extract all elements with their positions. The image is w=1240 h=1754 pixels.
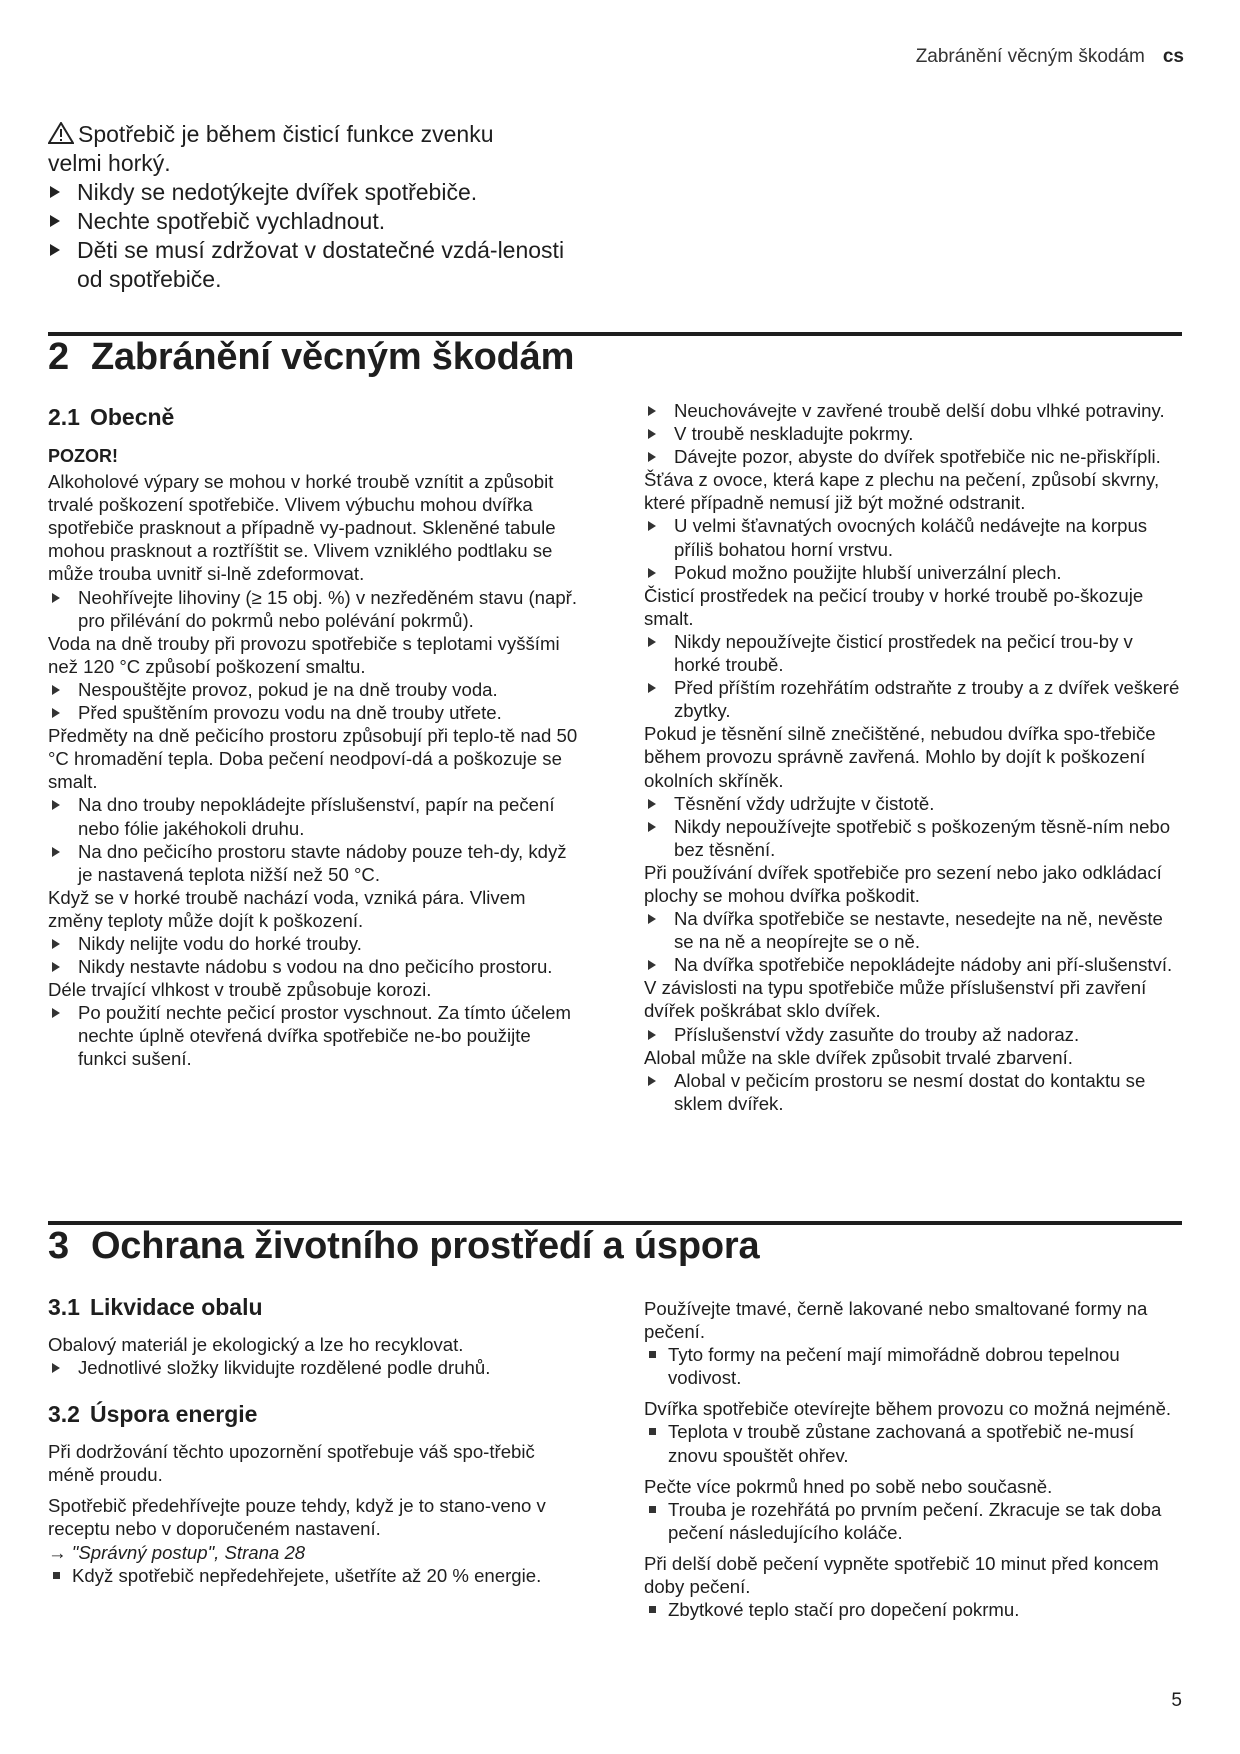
subsection-3-1-text <box>48 1333 578 1379</box>
section-2-left-column <box>48 404 578 1071</box>
list-item: Nespouštějte provoz, pokud je na dně trouby voda. <box>48 678 578 701</box>
warning-triangle-icon <box>48 122 74 144</box>
list-item: Na dno trouby nepokládejte příslušenství, papír na pečení nebo fólie jakéhokoli druhu. <box>48 793 578 839</box>
paragraph: Alobal může na skle dvířek způsobit trvalé zbarvení. <box>644 1046 1073 1068</box>
paragraph: Při dodržování těchto upozornění spotřebuje váš spo-třebič méně proudu. <box>48 1441 535 1486</box>
paragraph: Předměty na dně pečicího prostoru způsobují při teplo-tě nad 50 °C hromadění tepla. Doba pečení neodpoví-dá a poškozuje se smalt. <box>48 725 578 793</box>
list-item: Dávejte pozor, abyste do dvířek spotřebiče nic ne-přiskřípli. <box>644 445 1184 468</box>
paragraph: Obalový materiál je ekologický a lze ho recyklovat. <box>48 1334 464 1355</box>
list-item: Příslušenství vždy zasuňte do trouby až nadoraz. <box>644 1023 1184 1046</box>
list-item: Děti se musí zdržovat v dostatečné vzdá-lenosti od spotřebiče. <box>48 236 568 294</box>
paragraph: Voda na dně trouby při provozu spotřebiče s teplotami vyššími než 120 °C způsobí poškození smaltu. <box>48 632 560 677</box>
list-item: Na dno pečicího prostoru stavte nádoby pouze teh-dy, když je nastavená teplota nižší než 50 °C. <box>48 840 578 886</box>
paragraph: Déle trvající vlhkost v troubě způsobuje korozi. <box>48 979 432 1001</box>
subsection-3-1-heading: 3.1 Likvidace obalu <box>48 1294 263 1320</box>
list-item: Nikdy nepoužívejte spotřebič s poškozeným těsně-ním nebo bez těsnění. <box>644 815 1184 861</box>
list-item: Na dvířka spotřebiče se nestavte, nesedejte na ně, nevěste se na ně a neopírejte se o ně. <box>644 907 1184 953</box>
list-item: Zbytkové teplo stačí pro dopečení pokrmu. <box>644 1598 1184 1621</box>
header-title: Zabránění věcným škodám <box>915 46 1145 67</box>
list-item: Před spuštěním provozu vodu na dně trouby utřete. <box>48 701 578 724</box>
list-item: Nikdy nepoužívejte čisticí prostředek na pečicí trou-by v horké troubě. <box>644 630 1184 676</box>
list-item: Neuchovávejte v zavřené troubě delší dobu vlhké potraviny. <box>644 399 1184 422</box>
paragraph: Když se v horké troubě nachází voda, vzniká pára. Vlivem změny teploty může dojít k poškození. <box>48 886 526 931</box>
warning-block <box>48 120 568 294</box>
list-item: Neohřívejte lihoviny (≥ 15 obj. %) v nezředěném stavu (např. pro přilévání do pokrmů nebo polévání pokrmů). <box>48 586 578 632</box>
notice-label: POZOR! <box>48 446 118 466</box>
warning-line-1: Spotřebič je během čisticí funkce zvenku <box>48 120 568 149</box>
running-header <box>916 46 1184 68</box>
list-item: Teplota v troubě zůstane zachovaná a spotřebič ne-musí znovu spouštět ohřev. <box>644 1420 1184 1466</box>
cross-reference-link[interactable]: → "Správný postup", Strana 28 <box>48 1541 306 1563</box>
paragraph: Alkoholové výpary se mohou v horké troubě vznítit a způsobit trvalé poškození spotřebiče. Vlivem výbuchu mohou dvířka spotřebiče prasknout a případně vy-padnout. Skleněné tabule mohou prasknout a roztříštit se. Vlivem vzniklého podtlaku se může trouba uvnitř si-lně zdeformovat. <box>48 471 556 585</box>
warning-list <box>48 178 568 294</box>
paragraph: Dvířka spotřebiče otevírejte během provozu co možná nejméně. <box>644 1398 1172 1420</box>
list-item: V troubě neskladujte pokrmy. <box>644 422 1184 445</box>
subsection-2-1-heading: 2.1 Obecně <box>48 404 175 430</box>
section-3-left-column <box>48 1294 578 1587</box>
subsection-3-2-text <box>48 1440 578 1587</box>
section-2-left-text <box>48 445 578 1071</box>
paragraph: Čisticí prostředek na pečicí trouby v horké troubě po-škozuje smalt. <box>644 584 1144 629</box>
language-code: cs <box>1162 46 1184 67</box>
page-number: 5 <box>1171 1690 1182 1711</box>
paragraph: Při používání dvířek spotřebiče pro sezení nebo jako odkládací plochy se mohou dvířka poškodit. <box>644 861 1162 906</box>
list-item: Na dvířka spotřebiče nepokládejte nádoby ani pří-slušenství. <box>644 953 1184 976</box>
paragraph: V závislosti na typu spotřebiče může příslušenství při zavření dvířek poškrábat sklo dvířek. <box>644 977 1147 1022</box>
list-item: Jednotlivé složky likvidujte rozdělené podle druhů. <box>48 1356 578 1379</box>
paragraph: Spotřebič předehřívejte pouze tehdy, když je to stano-veno v receptu nebo v doporučeném nastavení. <box>48 1495 546 1540</box>
paragraph: Šťáva z ovoce, která kape z plechu na pečení, způsobí skvrny, které případně nemusí již být možné odstranit. <box>644 469 1160 514</box>
paragraph: Používejte tmavé, černě lakované nebo smaltované formy na pečení. <box>644 1298 1148 1343</box>
section-3-right-column <box>644 1297 1184 1621</box>
list-item: Nechte spotřebič vychladnout. <box>48 207 568 236</box>
list-item: Po použití nechte pečicí prostor vyschnout. Za tímto účelem nechte úplně otevřená dvířka spotřebiče ne-bo použijte funkci sušení. <box>48 1001 578 1070</box>
list-item: Alobal v pečicím prostoru se nesmí dostat do kontaktu se sklem dvířek. <box>644 1069 1184 1115</box>
list-item: Nikdy nelijte vodu do horké trouby. <box>48 932 578 955</box>
list-item: Trouba je rozehřátá po prvním pečení. Zkracuje se tak doba pečení následujícího koláče. <box>644 1498 1184 1544</box>
list-item: Nikdy nestavte nádobu s vodou na dno pečicího prostoru. <box>48 955 578 978</box>
section-2-right-column <box>644 399 1184 1115</box>
paragraph: Pokud je těsnění silně znečištěné, nebudou dvířka spo-třebiče během provozu správně zavřená. Mohlo by dojít k poškození okolních skříněk. <box>644 723 1156 791</box>
subsection-3-2-heading: 3.2 Úspora energie <box>48 1401 258 1428</box>
paragraph: Při delší době pečení vypněte spotřebič 10 minut před koncem doby pečení. <box>644 1552 1159 1598</box>
section-3-heading: 3 Ochrana životního prostředí a úspora <box>48 1225 760 1267</box>
list-item: Před příštím rozehřátím odstraňte z trouby a z dvířek veškeré zbytky. <box>644 676 1184 722</box>
paragraph: Pečte více pokrmů hned po sobě nebo současně. <box>644 1475 1053 1497</box>
list-item: U velmi šťavnatých ovocných koláčů nedávejte na korpus příliš bohatou horní vrstvu. <box>644 514 1184 560</box>
list-item: Pokud možno použijte hlubší univerzální plech. <box>644 561 1184 584</box>
list-item: Tyto formy na pečení mají mimořádně dobrou tepelnou vodivost. <box>644 1343 1184 1389</box>
section-2-heading: 2 Zabránění věcným škodám <box>48 336 575 378</box>
list-item: Nikdy se nedotýkejte dvířek spotřebiče. <box>48 178 568 207</box>
list-item: Těsnění vždy udržujte v čistotě. <box>644 792 1184 815</box>
list-item: Když spotřebič nepředehřejete, ušetříte až 20 % energie. <box>48 1564 578 1587</box>
warning-line-2: velmi horký. <box>48 150 171 176</box>
